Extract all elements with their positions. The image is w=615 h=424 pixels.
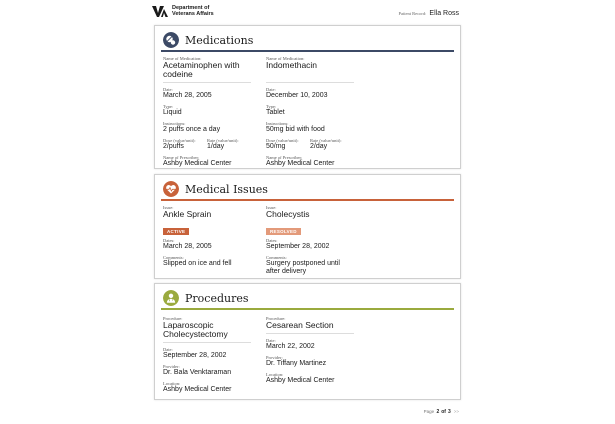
medication-prescriber: Ashby Medical Center [266,160,335,167]
procedures-divider [161,308,454,310]
medication-date: March 28, 2005 [163,92,212,99]
medication-date: December 10, 2003 [266,92,328,99]
procedure-date-label: Date: [266,338,276,343]
medical-issues-header [163,179,452,199]
medication-entry [163,56,251,172]
issue-label: Issue: [266,205,277,210]
medication-rate: 1/day [207,143,225,150]
medication-type-label: Type: [163,104,174,109]
procedure-provider: Dr. Bala Venktaraman [163,369,232,376]
medication-instructions: 2 puffs once a day [163,126,221,133]
issue-comments: Slipped on ice and fell [163,260,232,267]
issue-entry [163,205,251,272]
medication-prescriber-label: Name of Prescriber: [163,155,200,160]
heart-pulse-icon [163,181,179,197]
procedure-date: March 22, 2002 [266,343,315,350]
procedures-title: Procedures [185,291,249,305]
patient-record [399,10,459,17]
page-header [0,0,615,24]
next-page-button[interactable]: >> [453,409,459,414]
issue-dates: March 28, 2005 [163,243,212,250]
procedure-name: Laparoscopic Cholecystectomy [163,320,228,339]
medication-rate-label: Rate (value/unit): [310,138,342,143]
medication-prescriber: Ashby Medical Center [163,160,232,167]
medication-instructions-label: Instructions: [266,121,289,126]
patient-name: Ella Ross [429,10,459,17]
medical-issues-title: Medical Issues [185,182,268,196]
medications-header [163,30,452,50]
medication-dose-label: Dose (value/unit): [163,138,196,143]
issue-comments: Surgery postponed until after delivery [266,260,340,275]
medication-type: Tablet [266,109,285,116]
status-badge-resolved: RESOLVED [266,228,301,235]
doctor-icon [163,290,179,306]
medication-entry [266,56,354,172]
va-logo-text [172,5,214,17]
logo-line-2: Veterans Affairs [172,11,214,17]
medication-dose: 50/mg [266,143,286,150]
va-logo-icon [152,6,168,17]
medications-divider [161,50,454,52]
pill-icon [163,32,179,48]
procedure-date: September 28, 2002 [163,352,227,359]
procedures-header [163,288,452,308]
procedure-label: Procedure: [163,316,183,321]
issue-comments-label: Comments: [163,255,184,260]
total-pages: 3 [447,409,451,415]
procedure-provider: Dr. Tiffany Martinez [266,360,327,367]
medication-date-label: Date: [163,87,173,92]
procedure-entry [163,316,251,398]
of-word: of [441,409,446,415]
issue-comments-label: Comments: [266,255,287,260]
procedures-card [154,283,461,400]
page-word: Page [423,409,435,414]
procedure-provider-label: Provider: [266,355,283,360]
issue-dates-label: Dates: [266,238,278,243]
procedure-location: Ashby Medical Center [163,386,232,393]
procedure-location-label: Location: [266,372,284,377]
medication-name: Acetaminophen with codeine [163,60,240,79]
medications-title: Medications [185,33,254,47]
medication-instructions: 50mg bid with food [266,126,325,133]
medication-dose: 2/puffs [163,143,184,150]
current-page: 2 [436,409,440,415]
logo-line-1: Department of [172,5,210,11]
issue-name: Ankle Sprain [163,209,212,219]
medication-instructions-label: Instructions: [163,121,186,126]
issue-label: Issue: [163,205,174,210]
issue-dates-label: Dates: [163,238,175,243]
procedure-location-label: Location: [163,381,181,386]
pagination [424,409,459,415]
medication-rate: 2/day [310,143,328,150]
issue-dates: September 28, 2002 [266,243,330,250]
medical-issues-card [154,174,461,279]
medication-rate-label: Rate (value/unit): [207,138,239,143]
patient-record-label: Patient Record: [398,11,427,16]
medication-name-label: Name of Medication: [266,56,305,61]
medication-type: Liquid [163,109,182,116]
medication-prescriber-label: Name of Prescriber: [266,155,303,160]
procedure-date-label: Date: [163,347,173,352]
medications-card [154,25,461,169]
procedure-provider-label: Provider: [163,364,180,369]
va-logo [152,5,214,17]
medication-type-label: Type: [266,104,277,109]
status-badge-active: ACTIVE [163,228,189,235]
medical-issues-divider [161,199,454,201]
issue-entry [266,205,354,280]
medication-name-label: Name of Medication: [163,56,202,61]
procedure-entry [266,316,354,389]
medication-date-label: Date: [266,87,276,92]
procedure-label: Procedure: [266,316,286,321]
procedure-name: Cesarean Section [266,320,334,330]
issue-name: Cholecystis [266,209,310,219]
medication-name: Indomethacin [266,60,318,70]
medication-dose-label: Dose (value/unit): [266,138,299,143]
procedure-location: Ashby Medical Center [266,377,335,384]
